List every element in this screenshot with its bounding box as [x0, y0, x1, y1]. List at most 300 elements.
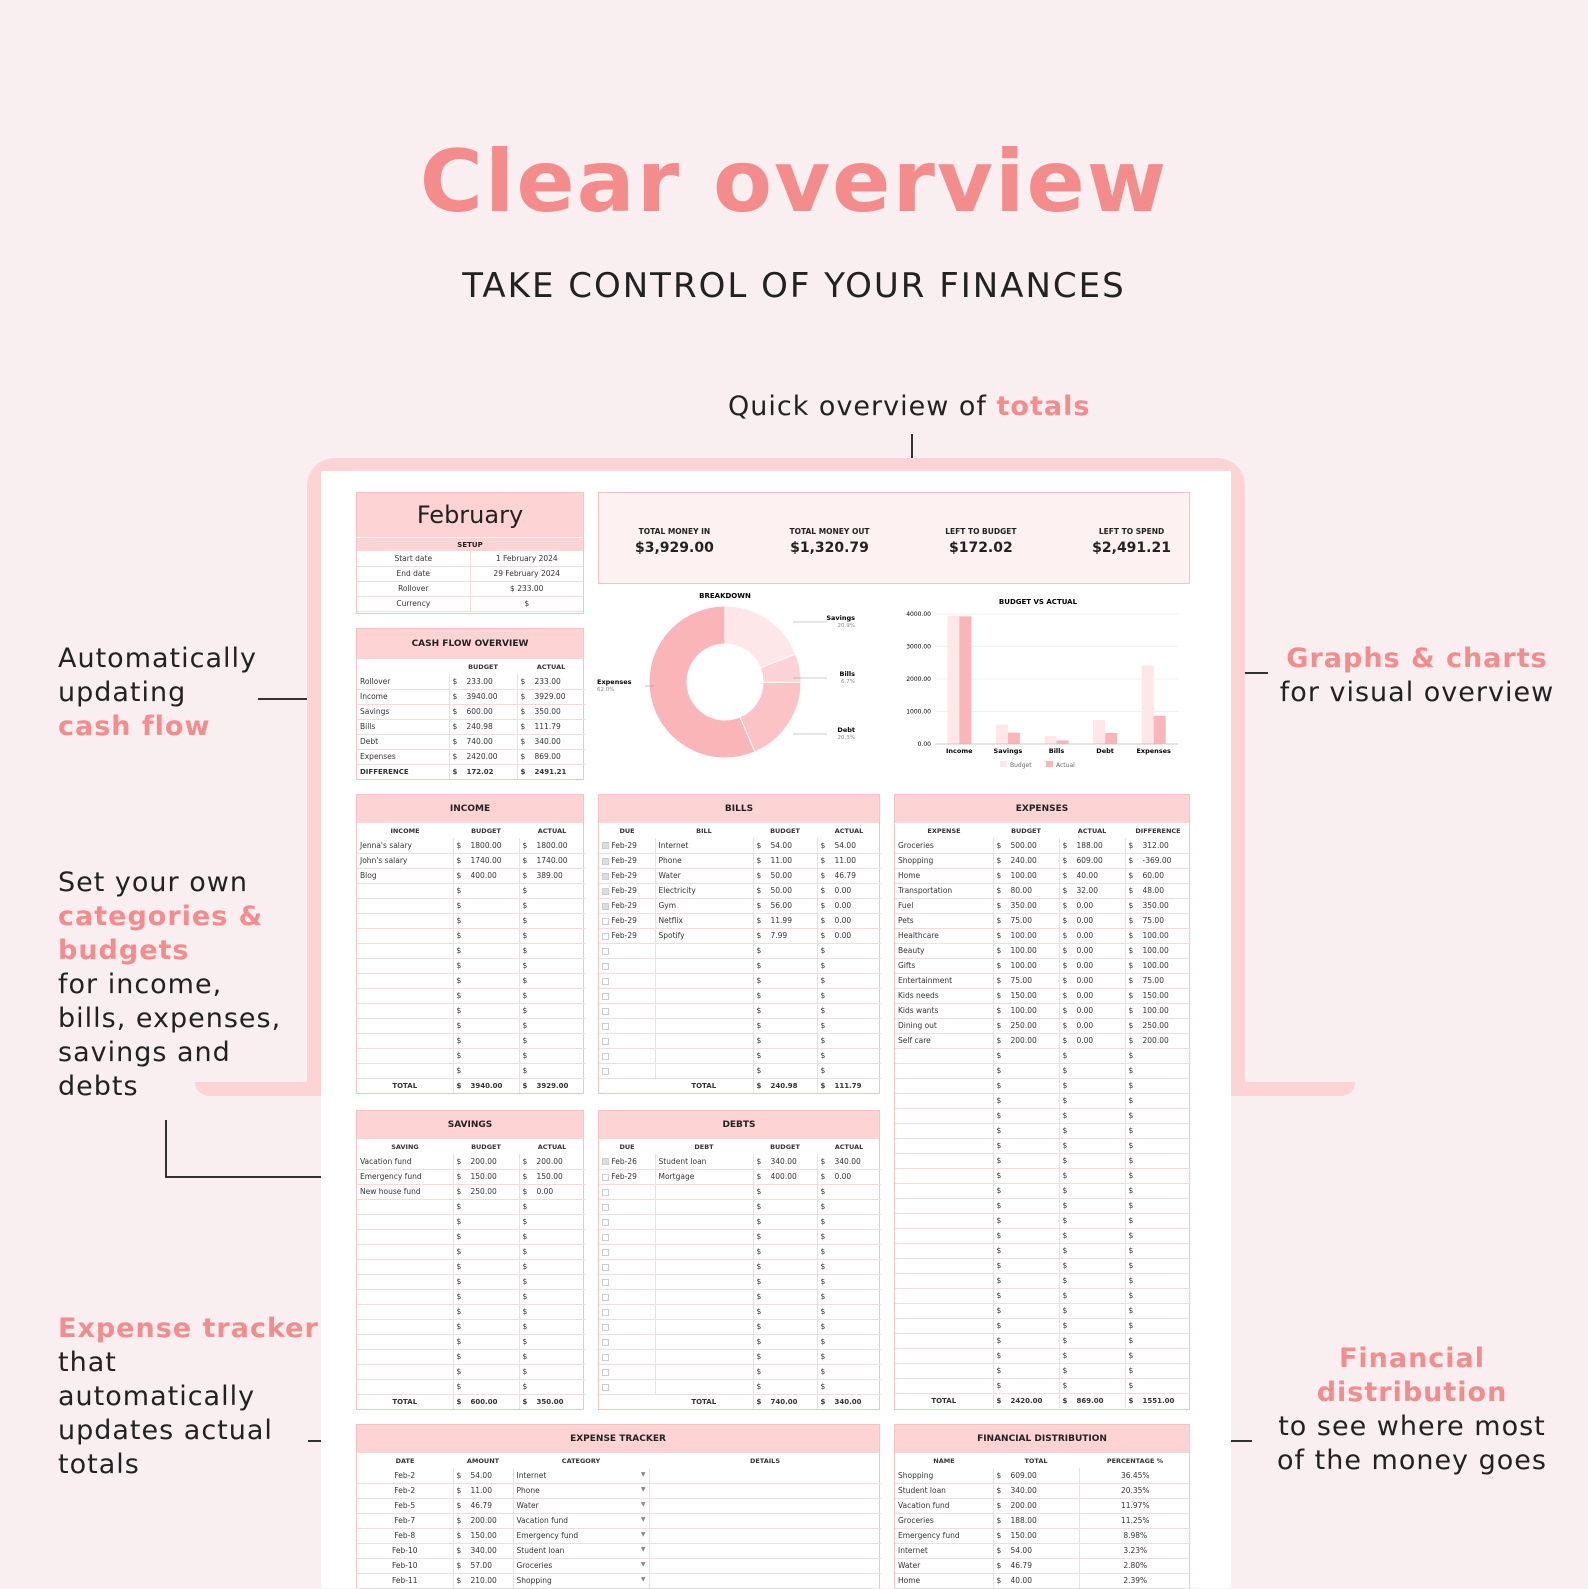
paid-checkbox[interactable]: [602, 1249, 609, 1256]
table-row[interactable]: [357, 1528, 881, 1543]
table-row[interactable]: [599, 1184, 881, 1199]
table-row[interactable]: [357, 1319, 585, 1334]
money-cell: $: [1125, 1303, 1191, 1318]
table-row[interactable]: [357, 1304, 585, 1319]
money-cell: $: [753, 1003, 817, 1018]
category-select[interactable]: Water ▼: [513, 1498, 649, 1513]
table-row[interactable]: [599, 1169, 881, 1184]
money-cell: $: [519, 1048, 585, 1063]
column-header: NAME: [933, 1456, 955, 1465]
table-row[interactable]: [599, 1199, 881, 1214]
table-row[interactable]: [895, 1468, 1191, 1483]
table-row[interactable]: [895, 1378, 1191, 1393]
money-cell: $ 100.00: [993, 958, 1059, 973]
money-cell: $: [993, 1258, 1059, 1273]
table-cell: [895, 1198, 993, 1213]
paid-checkbox[interactable]: [602, 993, 609, 1000]
table-row[interactable]: [357, 988, 585, 1003]
paid-checkbox[interactable]: [602, 1324, 609, 1331]
money-cell: $: [993, 1138, 1059, 1153]
table-row[interactable]: [895, 1528, 1191, 1543]
money-cell: $: [993, 1228, 1059, 1243]
table-row[interactable]: [599, 1229, 881, 1244]
money-cell: $ 389.00: [519, 868, 585, 883]
cashflow-panel: [356, 628, 584, 780]
table-row[interactable]: [357, 1498, 881, 1513]
table-row[interactable]: [357, 868, 585, 883]
table-row[interactable]: [895, 1258, 1191, 1273]
table-cell: 29 February 2024: [470, 566, 583, 581]
table-cell: Home: [895, 868, 993, 883]
table-cell: Feb-29: [599, 898, 655, 913]
table-cell: [895, 1108, 993, 1123]
money-cell: $ 3940.00: [453, 1078, 519, 1093]
table-row[interactable]: [895, 883, 1191, 898]
money-cell: $: [519, 958, 585, 973]
table-row[interactable]: [895, 853, 1191, 868]
table-row[interactable]: [357, 1259, 585, 1274]
paid-checkbox[interactable]: [602, 1023, 609, 1030]
money-cell: $ 188.00: [1059, 838, 1125, 853]
table-row[interactable]: [599, 1033, 881, 1048]
table-row[interactable]: [895, 1498, 1191, 1513]
table-cell: [649, 1483, 881, 1498]
table-row[interactable]: [357, 1274, 585, 1289]
paid-checkbox[interactable]: [602, 903, 609, 910]
table-row[interactable]: [599, 1214, 881, 1229]
savings-title: SAVINGS: [357, 1111, 583, 1139]
table-row[interactable]: [895, 1003, 1191, 1018]
money-cell: $ 200.00: [993, 1498, 1079, 1513]
paid-checkbox[interactable]: [602, 842, 609, 849]
table-row[interactable]: [599, 928, 881, 943]
table-row[interactable]: [599, 868, 881, 883]
table-row[interactable]: [357, 1364, 585, 1379]
table-row[interactable]: [357, 943, 585, 958]
table-row[interactable]: [357, 1229, 585, 1244]
table-cell: [655, 1304, 753, 1319]
paid-checkbox[interactable]: [602, 933, 609, 940]
table-row[interactable]: [895, 1138, 1191, 1153]
paid-checkbox[interactable]: [602, 1219, 609, 1226]
table-row[interactable]: [599, 883, 881, 898]
category-select[interactable]: Vacation fund ▼: [513, 1513, 649, 1528]
paid-checkbox[interactable]: [602, 1294, 609, 1301]
table-row[interactable]: [357, 1379, 585, 1394]
money-cell: $: [1125, 1288, 1191, 1303]
column-header: BUDGET: [471, 826, 501, 835]
table-row[interactable]: [599, 988, 881, 1003]
money-cell: $: [753, 1048, 817, 1063]
table-cell: [655, 1244, 753, 1259]
annotation-text: Set your own: [58, 867, 248, 898]
table-row[interactable]: [599, 1364, 881, 1379]
category-select[interactable]: Internet ▼: [513, 1468, 649, 1483]
table-cell: [357, 1244, 453, 1259]
table-row[interactable]: [895, 1228, 1191, 1243]
table-row[interactable]: [357, 913, 585, 928]
money-cell: $: [753, 1033, 817, 1048]
money-cell: $: [993, 1273, 1059, 1288]
money-cell: $ 57.00: [453, 1558, 513, 1573]
paid-checkbox[interactable]: [602, 1339, 609, 1346]
money-cell: $: [817, 1349, 881, 1364]
table-row[interactable]: [895, 1333, 1191, 1348]
table-row[interactable]: [599, 943, 881, 958]
money-cell: $ 100.00: [993, 943, 1059, 958]
table-row[interactable]: [357, 1033, 585, 1048]
money-cell: $: [453, 1018, 519, 1033]
table-row[interactable]: [357, 1018, 585, 1033]
table-cell: 11.25%: [1079, 1513, 1191, 1528]
table-row[interactable]: [357, 1558, 881, 1573]
table-cell: Emergency fund: [357, 1169, 453, 1184]
table-row[interactable]: [895, 1123, 1191, 1138]
table-row[interactable]: [599, 838, 881, 853]
chevron-down-icon: ▼: [640, 1501, 646, 1508]
table-cell: Student loan: [655, 1154, 753, 1169]
table-cell: [357, 1289, 453, 1304]
column-header: BILL: [696, 826, 712, 835]
table-cell: Student loan: [895, 1483, 993, 1498]
table-cell: [895, 1303, 993, 1318]
column-header: ACTUAL: [537, 826, 567, 835]
table-row[interactable]: [599, 1154, 881, 1169]
category-select[interactable]: Emergency fund ▼: [513, 1528, 649, 1543]
money-cell: $: [817, 1259, 881, 1274]
paid-checkbox[interactable]: [602, 1068, 609, 1075]
hero-title: Clear overview: [419, 132, 1169, 232]
table-cell: [895, 1348, 993, 1363]
table-row[interactable]: [895, 1108, 1191, 1123]
money-cell: $ 233.00: [449, 674, 517, 689]
table-row[interactable]: [357, 1244, 585, 1259]
table-row[interactable]: [895, 1348, 1191, 1363]
column-header: DATE: [395, 1456, 415, 1465]
table-row[interactable]: [357, 853, 585, 868]
paid-checkbox[interactable]: [602, 858, 609, 865]
table-row[interactable]: [895, 1078, 1191, 1093]
table-row[interactable]: [895, 928, 1191, 943]
table-row[interactable]: [895, 1168, 1191, 1183]
annotation-cashflow: [58, 642, 257, 744]
money-cell: $ 80.00: [993, 883, 1059, 898]
table-row[interactable]: [895, 1183, 1191, 1198]
table-row[interactable]: [599, 958, 881, 973]
table-cell: Groceries: [895, 1513, 993, 1528]
paid-checkbox[interactable]: [602, 1158, 609, 1165]
paid-checkbox[interactable]: [602, 978, 609, 985]
money-cell: $: [993, 1303, 1059, 1318]
table-cell: [599, 1319, 655, 1334]
money-cell: $ 869.00: [517, 749, 585, 764]
category-select[interactable]: Phone ▼: [513, 1483, 649, 1498]
table-row[interactable]: [895, 1063, 1191, 1078]
table-cell: [655, 1259, 753, 1274]
table-row[interactable]: [895, 868, 1191, 883]
table-cell: $ 233.00: [470, 581, 583, 596]
money-cell: $: [1059, 1288, 1125, 1303]
money-cell: $ 75.00: [993, 913, 1059, 928]
table-row[interactable]: [895, 913, 1191, 928]
table-row[interactable]: [357, 973, 585, 988]
paid-checkbox[interactable]: [602, 1174, 609, 1181]
money-cell: $ 609.00: [1059, 853, 1125, 868]
pie-percent-label: 20.3%: [837, 735, 855, 741]
table-row[interactable]: [599, 1274, 881, 1289]
x-tick-label: Savings: [993, 747, 1023, 755]
table-row[interactable]: [357, 928, 585, 943]
table-row[interactable]: [895, 1573, 1191, 1588]
expenses-panel: [894, 794, 1190, 1410]
table-cell: Water: [655, 868, 753, 883]
table-cell: Home: [895, 1573, 993, 1588]
money-cell: $ 240.00: [993, 853, 1059, 868]
money-cell: $: [817, 1214, 881, 1229]
category-select[interactable]: Groceries ▼: [513, 1558, 649, 1573]
table-row[interactable]: [599, 1048, 881, 1063]
money-cell: $: [753, 1334, 817, 1349]
table-row[interactable]: [357, 1349, 585, 1364]
x-tick-label: Bills: [1048, 747, 1065, 755]
money-cell: $: [753, 1304, 817, 1319]
paid-checkbox[interactable]: [602, 1234, 609, 1241]
table-row[interactable]: [357, 1048, 585, 1063]
paid-checkbox[interactable]: [602, 1053, 609, 1060]
money-cell: $: [993, 1318, 1059, 1333]
money-cell: $: [1125, 1168, 1191, 1183]
money-cell: $ 600.00: [453, 1394, 519, 1409]
expenses-table: [895, 823, 1191, 1408]
money-cell: $ 350.00: [1125, 898, 1191, 913]
table-cell: [357, 973, 453, 988]
money-cell: $: [519, 883, 585, 898]
table-row[interactable]: [895, 1243, 1191, 1258]
paid-checkbox[interactable]: [602, 1038, 609, 1045]
table-row[interactable]: [357, 1513, 881, 1528]
table-row[interactable]: [895, 1303, 1191, 1318]
budget-vs-actual-svg: [890, 592, 1190, 782]
table-row[interactable]: [895, 1273, 1191, 1288]
table-row[interactable]: [599, 1319, 881, 1334]
paid-checkbox[interactable]: [602, 1204, 609, 1211]
paid-checkbox[interactable]: [602, 948, 609, 955]
paid-checkbox[interactable]: [602, 1008, 609, 1015]
table-row[interactable]: [895, 988, 1191, 1003]
table-row[interactable]: [895, 1363, 1191, 1378]
money-cell: $ 1800.00: [453, 838, 519, 853]
annotation-text: updates actual: [58, 1415, 273, 1446]
money-cell: $ 0.00: [1059, 913, 1125, 928]
table-row[interactable]: [895, 1558, 1191, 1573]
money-cell: $ 100.00: [1125, 1003, 1191, 1018]
table-cell: [599, 1184, 655, 1199]
table-row[interactable]: [895, 838, 1191, 853]
table-row[interactable]: [895, 1213, 1191, 1228]
table-row[interactable]: [895, 1093, 1191, 1108]
annotation-text: savings and: [58, 1037, 231, 1068]
x-tick-label: Expenses: [1136, 747, 1171, 755]
table-row[interactable]: [357, 838, 585, 853]
table-row[interactable]: [599, 1334, 881, 1349]
money-cell: $: [753, 1229, 817, 1244]
table-row[interactable]: [599, 973, 881, 988]
money-cell: $ 600.00: [449, 704, 517, 719]
table-row[interactable]: [895, 943, 1191, 958]
table-cell: Feb-26: [599, 1154, 655, 1169]
table-row[interactable]: [357, 1573, 881, 1588]
table-row[interactable]: [357, 1003, 585, 1018]
paid-checkbox[interactable]: [602, 918, 609, 925]
table-row[interactable]: [357, 1334, 585, 1349]
paid-checkbox[interactable]: [602, 963, 609, 970]
table-row[interactable]: [895, 1048, 1191, 1063]
table-cell: [655, 1199, 753, 1214]
annotation-highlight: Financial: [1338, 1343, 1486, 1374]
table-cell: [357, 1274, 453, 1289]
table-cell: Vacation fund: [895, 1498, 993, 1513]
table-row[interactable]: [895, 1483, 1191, 1498]
table-row[interactable]: [895, 1033, 1191, 1048]
table-row[interactable]: [357, 1214, 585, 1229]
table-row[interactable]: [357, 1169, 585, 1184]
table-row[interactable]: [599, 1259, 881, 1274]
table-row[interactable]: [599, 898, 881, 913]
table-cell: [895, 1273, 993, 1288]
table-cell: Dining out: [895, 1018, 993, 1033]
paid-checkbox[interactable]: [602, 1369, 609, 1376]
table-row[interactable]: [895, 958, 1191, 973]
money-cell: $: [993, 1048, 1059, 1063]
table-row[interactable]: [599, 1304, 881, 1319]
table-row[interactable]: [895, 1318, 1191, 1333]
table-cell: Feb-29: [599, 913, 655, 928]
table-row[interactable]: [357, 883, 585, 898]
column-header: BUDGET: [770, 826, 800, 835]
month-setup-panel: [356, 492, 584, 614]
paid-checkbox[interactable]: [602, 1189, 609, 1196]
table-row[interactable]: [599, 1063, 881, 1078]
table-row[interactable]: [895, 1543, 1191, 1558]
money-cell: $: [1059, 1078, 1125, 1093]
money-cell: $: [519, 1304, 585, 1319]
table-cell: $: [470, 596, 583, 611]
table-row[interactable]: [357, 958, 585, 973]
money-cell: $: [993, 1168, 1059, 1183]
table-row[interactable]: [599, 1349, 881, 1364]
table-row[interactable]: [895, 898, 1191, 913]
category-select[interactable]: Shopping ▼: [513, 1573, 649, 1588]
money-cell: $ 200.00: [453, 1154, 519, 1169]
paid-checkbox[interactable]: [602, 888, 609, 895]
paid-checkbox[interactable]: [602, 1279, 609, 1286]
table-cell: [599, 1078, 655, 1093]
paid-checkbox[interactable]: [602, 1354, 609, 1361]
table-row[interactable]: [357, 1199, 585, 1214]
table-cell: Feb-2: [357, 1468, 453, 1483]
money-cell: $ 0.00: [1059, 943, 1125, 958]
money-cell: $ 0.00: [817, 913, 881, 928]
money-cell: $ 11.00: [453, 1483, 513, 1498]
table-row[interactable]: [599, 1018, 881, 1033]
category-select[interactable]: Student loan ▼: [513, 1543, 649, 1558]
table-row[interactable]: [895, 1198, 1191, 1213]
table-row[interactable]: [599, 853, 881, 868]
table-cell: Gifts: [895, 958, 993, 973]
table-cell: Shopping: [895, 1468, 993, 1483]
table-cell: [649, 1558, 881, 1573]
table-row[interactable]: [599, 1379, 881, 1394]
table-row[interactable]: [895, 1288, 1191, 1303]
paid-checkbox[interactable]: [602, 1309, 609, 1316]
paid-checkbox[interactable]: [602, 1264, 609, 1271]
table-row[interactable]: [357, 898, 585, 913]
money-cell: $: [519, 1259, 585, 1274]
table-cell: Internet: [655, 838, 753, 853]
column-header: BUDGET: [471, 1142, 501, 1151]
money-cell: $: [993, 1063, 1059, 1078]
table-row[interactable]: [599, 913, 881, 928]
table-row[interactable]: [895, 1153, 1191, 1168]
money-cell: $: [453, 1229, 519, 1244]
money-cell: $ 0.00: [817, 928, 881, 943]
paid-checkbox[interactable]: [602, 873, 609, 880]
table-row[interactable]: [895, 1513, 1191, 1528]
table-row[interactable]: [599, 1244, 881, 1259]
money-cell: $ 3929.00: [517, 689, 585, 704]
table-row[interactable]: [895, 973, 1191, 988]
money-cell: $: [753, 1349, 817, 1364]
table-cell: [599, 1379, 655, 1394]
table-row[interactable]: [357, 1468, 881, 1483]
money-cell: $: [1125, 1078, 1191, 1093]
table-cell: Internet: [895, 1543, 993, 1558]
money-cell: $: [519, 1244, 585, 1259]
table-cell: Mortgage: [655, 1169, 753, 1184]
table-cell: Shopping: [895, 853, 993, 868]
table-row[interactable]: [357, 1483, 881, 1498]
table-row[interactable]: [599, 1003, 881, 1018]
table-cell: Kids needs: [895, 988, 993, 1003]
total-value: $2,491.21: [1092, 540, 1171, 556]
table-row[interactable]: [357, 1063, 585, 1078]
table-row[interactable]: [357, 1184, 585, 1199]
money-cell: $ 200.00: [1125, 1033, 1191, 1048]
money-cell: $: [1059, 1273, 1125, 1288]
table-row[interactable]: [357, 1154, 585, 1169]
paid-checkbox[interactable]: [602, 1384, 609, 1391]
money-cell: $ 0.00: [1059, 928, 1125, 943]
table-row[interactable]: [599, 1289, 881, 1304]
table-cell: TOTAL: [392, 1081, 418, 1090]
money-cell: $: [519, 943, 585, 958]
table-cell: [357, 943, 453, 958]
table-row[interactable]: [357, 1289, 585, 1304]
table-cell: [895, 1243, 993, 1258]
table-row[interactable]: [357, 1543, 881, 1558]
money-cell: $ 609.00: [993, 1468, 1079, 1483]
pie-label: Expenses: [597, 678, 632, 686]
expense-tracker-panel: [356, 1424, 880, 1588]
money-cell: $ 350.00: [517, 704, 585, 719]
money-cell: $ 46.79: [993, 1558, 1079, 1573]
annotation-text: of the money goes: [1277, 1445, 1547, 1476]
money-cell: $ 75.00: [1125, 913, 1191, 928]
money-cell: $: [1059, 1318, 1125, 1333]
table-row[interactable]: [895, 1018, 1191, 1033]
money-cell: $: [1059, 1048, 1125, 1063]
table-cell: [655, 1214, 753, 1229]
